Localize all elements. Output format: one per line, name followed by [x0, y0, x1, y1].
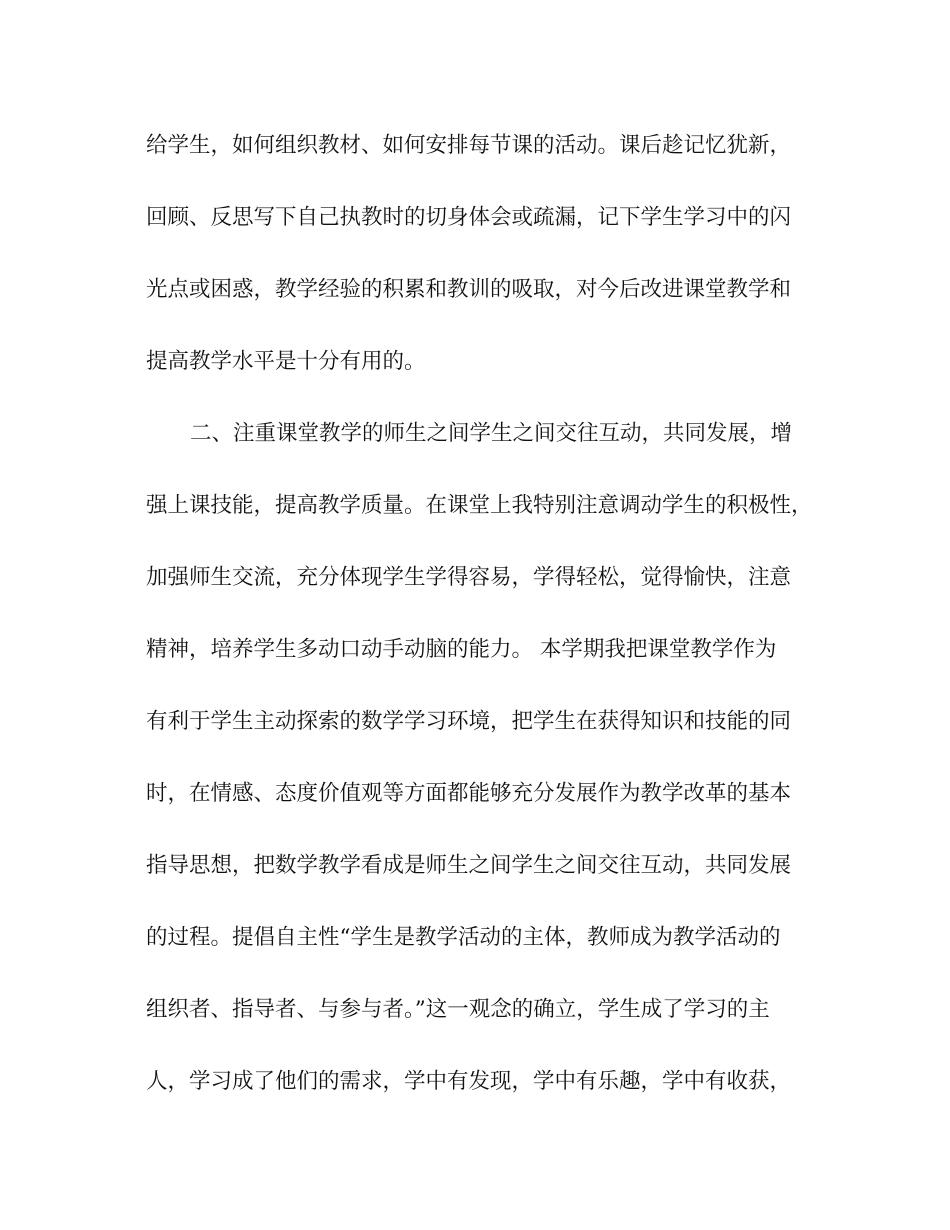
text-line: 时，在情感、态度价值观等方面都能够充分发展作为教学改革的基本: [146, 781, 792, 806]
text-line: 回顾、反思写下自己执教时的切身体会或疏漏，记下学生学习中的闪: [146, 205, 792, 230]
text-line: 人，学习成了他们的需求，学中有发现，学中有乐趣，学中有收获，: [146, 1069, 792, 1094]
text-line: 有利于学生主动探索的数学学习环境，把学生在获得知识和技能的同: [146, 709, 792, 734]
text-line: 的过程。提倡自主性“学生是教学活动的主体，教师成为教学活动的: [146, 925, 781, 950]
text-line: 光点或困惑，教学经验的积累和教训的吸取，对今后改进课堂教学和: [146, 277, 792, 302]
text-line: 提高教学水平是十分有用的。: [146, 349, 426, 374]
text-line: 加强师生交流，充分体现学生学得容易，学得轻松，觉得愉快，注意: [146, 565, 792, 590]
text-line: 给学生，如何组织教材、如何安排每节课的活动。课后趁记忆犹新，: [146, 133, 792, 158]
text-line: 强上课技能，提高教学质量。在课堂上我特别注意调动学生的积极性，: [146, 493, 813, 518]
text-line: 精神，培养学生多动口动手动脑的能力。 本学期我把课堂教学作为: [146, 637, 777, 662]
text-line: 组织者、指导者、与参与者。”这一观念的确立，学生成了学习的主: [146, 997, 770, 1022]
paragraph-start-line: 二、注重课堂教学的师生之间学生之间交往互动，共同发展，增: [190, 421, 793, 446]
text-line: 指导思想，把数学教学看成是师生之间学生之间交往互动，共同发展: [146, 853, 792, 878]
